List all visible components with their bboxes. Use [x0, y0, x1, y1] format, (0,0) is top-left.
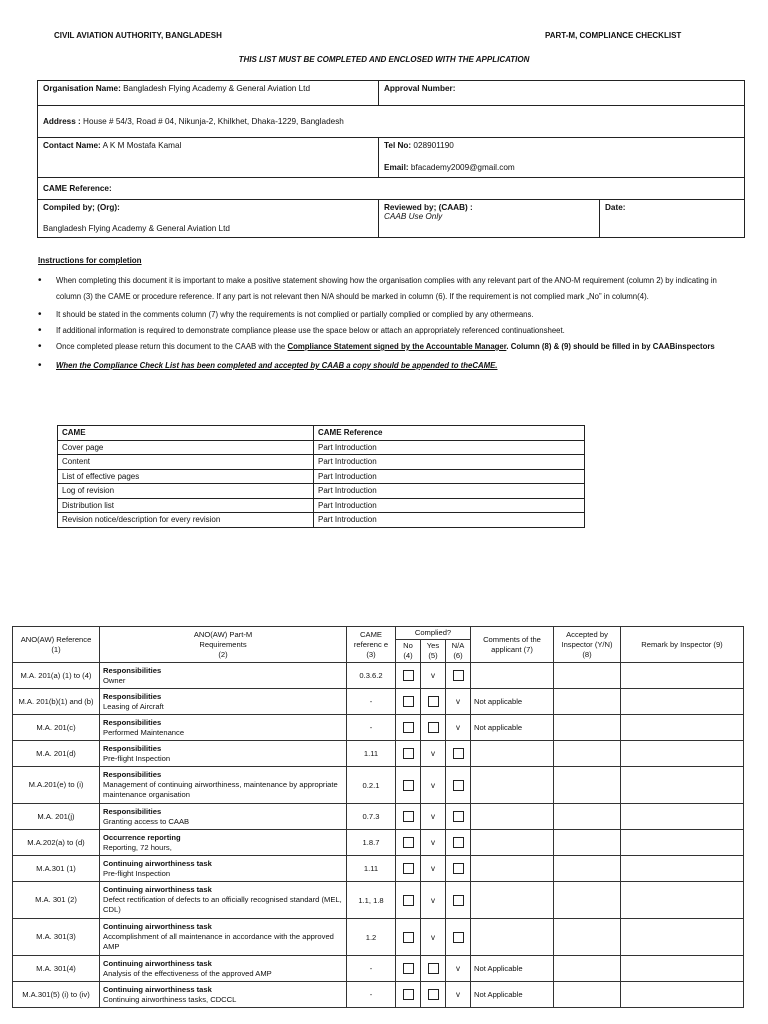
checkbox-no[interactable]	[403, 989, 414, 1000]
requirement-title: Continuing airworthiness task	[103, 958, 212, 968]
requirement-desc: Continuing airworthiness tasks, CDCCL	[103, 994, 237, 1004]
approval-label: Approval Number:	[384, 84, 456, 93]
requirement-desc: Granting access to CAAB	[103, 816, 190, 826]
remark-cell[interactable]	[621, 856, 744, 882]
checkbox-na[interactable]	[453, 863, 464, 874]
complied-no-cell[interactable]	[396, 956, 421, 982]
checklist-row	[13, 715, 744, 741]
checkbox-yes[interactable]	[428, 989, 439, 1000]
remark-cell[interactable]	[621, 804, 744, 830]
checkbox-no[interactable]	[403, 895, 414, 906]
requirement-title: Responsibilities	[103, 717, 162, 727]
check-mark-na: v	[456, 964, 460, 973]
email-label: Email:	[384, 163, 409, 172]
checkbox-na[interactable]	[453, 780, 464, 791]
org-name-cell	[38, 81, 379, 106]
came-item: Content	[58, 455, 314, 470]
requirement-desc: Analysis of the effectiveness of the approved AMP	[103, 968, 272, 978]
checklist-row	[13, 982, 744, 1008]
complied-no-cell[interactable]	[396, 982, 421, 1008]
accepted-cell[interactable]	[554, 689, 621, 715]
complied-na-cell[interactable]	[446, 856, 471, 882]
requirement-cell	[100, 767, 347, 804]
complied-no-cell[interactable]	[396, 767, 421, 804]
came-item: Log of revision	[58, 484, 314, 499]
comment-cell[interactable]	[471, 856, 554, 882]
requirement-title: Responsibilities	[103, 743, 162, 753]
instructions-title: Instructions for completion	[38, 256, 142, 265]
org-name-value: Bangladesh Flying Academy & General Aviation Ltd	[123, 84, 311, 93]
requirement-title: Occurrence reporting	[103, 832, 181, 842]
complied-na-cell[interactable]	[446, 689, 471, 715]
came-ref-label: CAME Reference:	[43, 184, 112, 193]
came-ref-cell: 0.7.3	[347, 804, 396, 830]
checklist-row	[13, 956, 744, 982]
accepted-cell[interactable]	[554, 741, 621, 767]
requirement-desc: Pre-flight Inspection	[103, 868, 171, 878]
requirement-title: Responsibilities	[103, 806, 162, 816]
email-value: bfacademy2009@gmail.com	[410, 163, 515, 172]
instruction-bullet: • Once completed please return this document to the CAAB with the Compliance Statement signed by the Accountable Manager. Column (8) & (9) should be filled in by CAABinspectors	[38, 339, 738, 355]
tel-value: 028901190	[413, 141, 454, 150]
complied-yes-cell[interactable]	[421, 856, 446, 882]
came-ref-cell: 0.2.1	[347, 767, 396, 804]
complied-na-cell[interactable]	[446, 919, 471, 956]
came-item-ref: Part Introduction	[314, 513, 585, 528]
checklist-row	[13, 663, 744, 689]
compliance-statement-link: Compliance Statement signed by the Accountable Manager	[287, 342, 507, 351]
came-ref-cell: -	[347, 689, 396, 715]
requirement-desc: Pre-flight Inspection	[103, 753, 171, 763]
checkbox-no[interactable]	[403, 963, 414, 974]
check-mark-yes: v	[431, 749, 435, 758]
requirement-title: Responsibilities	[103, 770, 162, 779]
ref-cell: M.A. 301 (2)	[13, 882, 100, 919]
instruction-bullet: • If additional information is required to demonstrate compliance please use the space below or attach an appropriately referenced continuationsheet.	[38, 323, 738, 339]
ref-cell: M.A. 301(4)	[13, 956, 100, 982]
came-ref-cell: 1.2	[347, 919, 396, 956]
complied-yes-cell[interactable]	[421, 882, 446, 919]
remark-cell[interactable]	[621, 919, 744, 956]
checkbox-no[interactable]	[403, 811, 414, 822]
remark-cell[interactable]	[621, 715, 744, 741]
col-remark-header: Remark by Inspector (9)	[621, 627, 744, 663]
complied-no-cell[interactable]	[396, 804, 421, 830]
col-ref-header: ANO(AW) Reference (1)	[13, 627, 100, 663]
ref-cell: M.A. 201(a) (1) to (4)	[13, 663, 100, 689]
ref-cell: M.A.201(e) to (i)	[13, 767, 100, 804]
requirement-cell	[100, 741, 347, 767]
complied-yes-cell[interactable]	[421, 919, 446, 956]
checklist-row	[13, 856, 744, 882]
came-ref-cell: -	[347, 982, 396, 1008]
approval-cell	[379, 81, 745, 106]
accepted-cell[interactable]	[554, 982, 621, 1008]
came-ref-cell	[38, 178, 745, 200]
compiled-cell	[38, 200, 379, 238]
remark-cell[interactable]	[621, 767, 744, 804]
col-yes-header: Yes (5)	[421, 640, 446, 663]
comment-cell[interactable]: Not Applicable	[471, 982, 554, 1008]
checkbox-no[interactable]	[403, 932, 414, 943]
complied-yes-cell[interactable]	[421, 982, 446, 1008]
tel-label: Tel No:	[384, 141, 412, 150]
instruction-bullet: • When the Compliance Check List has been completed and accepted by CAAB a copy should be appended to theCAME.	[38, 358, 738, 374]
address-cell	[38, 106, 745, 138]
accepted-cell[interactable]	[554, 856, 621, 882]
complied-yes-cell[interactable]	[421, 689, 446, 715]
check-mark-yes: v	[431, 812, 435, 821]
ref-cell: M.A. 201(b)(1) and (b)	[13, 689, 100, 715]
complied-na-cell[interactable]	[446, 741, 471, 767]
came-item: List of effective pages	[58, 469, 314, 484]
came-col-header: CAME	[58, 426, 314, 441]
complied-no-cell[interactable]	[396, 663, 421, 689]
comment-cell[interactable]	[471, 919, 554, 956]
remark-cell[interactable]	[621, 830, 744, 856]
complied-na-cell[interactable]	[446, 804, 471, 830]
accepted-cell[interactable]	[554, 882, 621, 919]
complied-no-cell[interactable]	[396, 689, 421, 715]
requirement-cell	[100, 663, 347, 689]
date-label: Date:	[605, 203, 626, 212]
remark-cell[interactable]	[621, 882, 744, 919]
complied-na-cell[interactable]	[446, 982, 471, 1008]
requirement-cell	[100, 715, 347, 741]
check-mark-yes: v	[431, 864, 435, 873]
requirement-desc: Leasing of Aircraft	[103, 701, 164, 711]
checkbox-na[interactable]	[453, 837, 464, 848]
checkbox-no[interactable]	[403, 780, 414, 791]
requirement-desc: Performed Maintenance	[103, 727, 185, 737]
comment-cell[interactable]	[471, 882, 554, 919]
requirement-desc: Reporting, 72 hours,	[103, 842, 172, 852]
ref-cell: M.A. 301(3)	[13, 919, 100, 956]
checklist-row	[13, 919, 744, 956]
remark-cell[interactable]	[621, 741, 744, 767]
came-item-ref: Part Introduction	[314, 469, 585, 484]
col-no-header: No (4)	[396, 640, 421, 663]
accepted-cell[interactable]	[554, 804, 621, 830]
checkbox-no[interactable]	[403, 670, 414, 681]
came-ref-cell: -	[347, 956, 396, 982]
comment-cell[interactable]	[471, 830, 554, 856]
requirement-title: Continuing airworthiness task	[103, 858, 212, 868]
complied-yes-cell[interactable]	[421, 741, 446, 767]
checkbox-no[interactable]	[403, 696, 414, 707]
check-mark-yes: v	[431, 932, 435, 942]
check-mark-yes: v	[431, 895, 435, 905]
col-na-header: N/A (6)	[446, 640, 471, 663]
complied-na-cell[interactable]	[446, 767, 471, 804]
came-reference-table	[57, 425, 585, 528]
complied-no-cell[interactable]	[396, 741, 421, 767]
checkbox-na[interactable]	[453, 932, 464, 943]
accepted-cell[interactable]	[554, 715, 621, 741]
header-authority: CIVIL AVIATION AUTHORITY, BANGLADESH	[54, 31, 222, 40]
comment-cell[interactable]	[471, 663, 554, 689]
complied-yes-cell[interactable]	[421, 956, 446, 982]
came-item: Distribution list	[58, 498, 314, 513]
compliance-checklist-table	[12, 626, 744, 1008]
check-mark-na: v	[456, 723, 460, 732]
comment-cell[interactable]	[471, 804, 554, 830]
check-mark-yes: v	[431, 780, 435, 790]
requirement-cell	[100, 830, 347, 856]
came-ref-col-header: CAME Reference	[314, 426, 585, 441]
complied-na-cell[interactable]	[446, 663, 471, 689]
complied-no-cell[interactable]	[396, 830, 421, 856]
checkbox-yes[interactable]	[428, 696, 439, 707]
checklist-row	[13, 804, 744, 830]
came-ref-cell: 1.8.7	[347, 830, 396, 856]
address-label: Address :	[43, 117, 81, 126]
requirement-desc: Owner	[103, 675, 126, 685]
requirement-cell	[100, 956, 347, 982]
check-mark-yes: v	[431, 838, 435, 847]
requirement-cell	[100, 982, 347, 1008]
came-item-ref: Part Introduction	[314, 498, 585, 513]
remark-cell[interactable]	[621, 689, 744, 715]
requirement-cell	[100, 919, 347, 956]
came-item-ref: Part Introduction	[314, 455, 585, 470]
contact-cell	[38, 138, 379, 178]
checkbox-na[interactable]	[453, 748, 464, 759]
ref-cell: M.A.301(5) (i) to (iv)	[13, 982, 100, 1008]
checkbox-na[interactable]	[453, 895, 464, 906]
complied-yes-cell[interactable]	[421, 715, 446, 741]
reviewed-cell	[379, 200, 600, 238]
accepted-cell[interactable]	[554, 663, 621, 689]
checklist-row	[13, 767, 744, 804]
reviewed-label: Reviewed by; (CAAB) :	[384, 203, 473, 212]
remark-cell[interactable]	[621, 982, 744, 1008]
accepted-cell[interactable]	[554, 956, 621, 982]
requirement-title: Continuing airworthiness task	[103, 984, 212, 994]
came-ref-cell: 1.1, 1.8	[347, 882, 396, 919]
requirement-title: Responsibilities	[103, 665, 162, 675]
came-item-ref: Part Introduction	[314, 484, 585, 499]
remark-cell[interactable]	[621, 663, 744, 689]
instruction-bullet: • It should be stated in the comments column (7) why the requirements is not complied or partially complied or complied by any othermeans.	[38, 307, 738, 323]
came-item: Revision notice/description for every revision	[58, 513, 314, 528]
checkbox-no[interactable]	[403, 863, 414, 874]
ref-cell: M.A. 201(j)	[13, 804, 100, 830]
col-req-header: ANO(AW) Part-M Requirements (2)	[100, 627, 347, 663]
comment-cell[interactable]	[471, 741, 554, 767]
requirement-title: Continuing airworthiness task	[103, 922, 212, 931]
org-name-label: Organisation Name:	[43, 84, 121, 93]
checklist-row	[13, 882, 744, 919]
came-item-ref: Part Introduction	[314, 440, 585, 455]
complied-na-cell[interactable]	[446, 882, 471, 919]
comment-cell[interactable]: Not applicable	[471, 689, 554, 715]
ref-cell: M.A.202(a) to (d)	[13, 830, 100, 856]
col-accepted-header: Accepted by Inspector (Y/N) (8)	[554, 627, 621, 663]
complied-na-cell[interactable]	[446, 830, 471, 856]
checkbox-no[interactable]	[403, 837, 414, 848]
checkbox-no[interactable]	[403, 748, 414, 759]
accepted-cell[interactable]	[554, 830, 621, 856]
complied-yes-cell[interactable]	[421, 830, 446, 856]
comment-cell[interactable]: Not Applicable	[471, 956, 554, 982]
complied-yes-cell[interactable]	[421, 663, 446, 689]
requirement-title: Responsibilities	[103, 691, 162, 701]
checklist-row	[13, 830, 744, 856]
col-comments-header: Comments of the applicant (7)	[471, 627, 554, 663]
ref-cell: M.A. 201(d)	[13, 741, 100, 767]
came-ref-cell: -	[347, 715, 396, 741]
check-mark-yes: v	[431, 671, 435, 680]
complied-no-cell[interactable]	[396, 919, 421, 956]
header-subtitle: THIS LIST MUST BE COMPLETED AND ENCLOSED WITH THE APPLICATION	[238, 55, 530, 64]
complied-no-cell[interactable]	[396, 715, 421, 741]
accepted-cell[interactable]	[554, 919, 621, 956]
complied-yes-cell[interactable]	[421, 767, 446, 804]
checklist-row	[13, 689, 744, 715]
requirement-cell	[100, 804, 347, 830]
address-value: House # 54/3, Road # 04, Nikunja-2, Khilkhet, Dhaka-1229, Bangladesh	[83, 117, 344, 126]
came-ref-cell: 0.3.6.2	[347, 663, 396, 689]
date-cell	[600, 200, 745, 238]
compiled-value: Bangladesh Flying Academy & General Aviation Ltd	[43, 224, 230, 233]
requirement-cell	[100, 882, 347, 919]
came-ref-cell: 1.11	[347, 741, 396, 767]
instruction-bullet: • When completing this document it is important to make a positive statement showing how the organisation complies with any relevant part of the ANO-M requirement (column 2) by indicating in column (3) the CAME or procedure reference. If any part is not relevant then N/A should be marked in column (6). If the requirement is not complied mark „No” in column(4).	[38, 273, 738, 305]
comment-cell[interactable]	[471, 767, 554, 804]
checkbox-na[interactable]	[453, 670, 464, 681]
checklist-row	[13, 741, 744, 767]
complied-no-cell[interactable]	[396, 856, 421, 882]
complied-no-cell[interactable]	[396, 882, 421, 919]
instructions-list	[38, 273, 738, 374]
requirement-cell	[100, 856, 347, 882]
contact-label: Contact Name:	[43, 141, 101, 150]
accepted-cell[interactable]	[554, 767, 621, 804]
reviewed-value: CAAB Use Only	[384, 212, 443, 221]
remark-cell[interactable]	[621, 956, 744, 982]
organisation-table	[37, 80, 745, 238]
complied-yes-cell[interactable]	[421, 804, 446, 830]
check-mark-na: v	[456, 990, 460, 999]
comment-cell[interactable]: Not applicable	[471, 715, 554, 741]
checkbox-no[interactable]	[403, 722, 414, 733]
requirement-desc: Defect rectification of defects to an officially recognised standard (MEL, CDL)	[103, 895, 342, 914]
header-checklist-title: PART-M, COMPLIANCE CHECKLIST	[545, 31, 682, 40]
checkbox-yes[interactable]	[428, 963, 439, 974]
requirement-cell	[100, 689, 347, 715]
ref-cell: M.A.301 (1)	[13, 856, 100, 882]
requirement-desc: Accomplishment of all maintenance in accordance with the approved AMP	[103, 932, 334, 951]
complied-na-cell[interactable]	[446, 956, 471, 982]
complied-na-cell[interactable]	[446, 715, 471, 741]
ref-cell: M.A. 201(c)	[13, 715, 100, 741]
came-ref-cell: 1.11	[347, 856, 396, 882]
check-mark-na: v	[456, 697, 460, 706]
col-came-header: CAME referenc e (3)	[347, 627, 396, 663]
requirement-title: Continuing airworthiness task	[103, 885, 212, 894]
col-complied-header: Complied?	[396, 627, 471, 640]
compiled-label: Compiled by; (Org):	[43, 203, 120, 212]
came-item: Cover page	[58, 440, 314, 455]
checkbox-yes[interactable]	[428, 722, 439, 733]
requirement-desc: Management of continuing airworthiness, maintenance by appropriate maintenance organisation	[103, 780, 338, 799]
tel-email-cell	[379, 138, 745, 178]
checkbox-na[interactable]	[453, 811, 464, 822]
contact-value: A K M Mostafa Kamal	[102, 141, 182, 150]
